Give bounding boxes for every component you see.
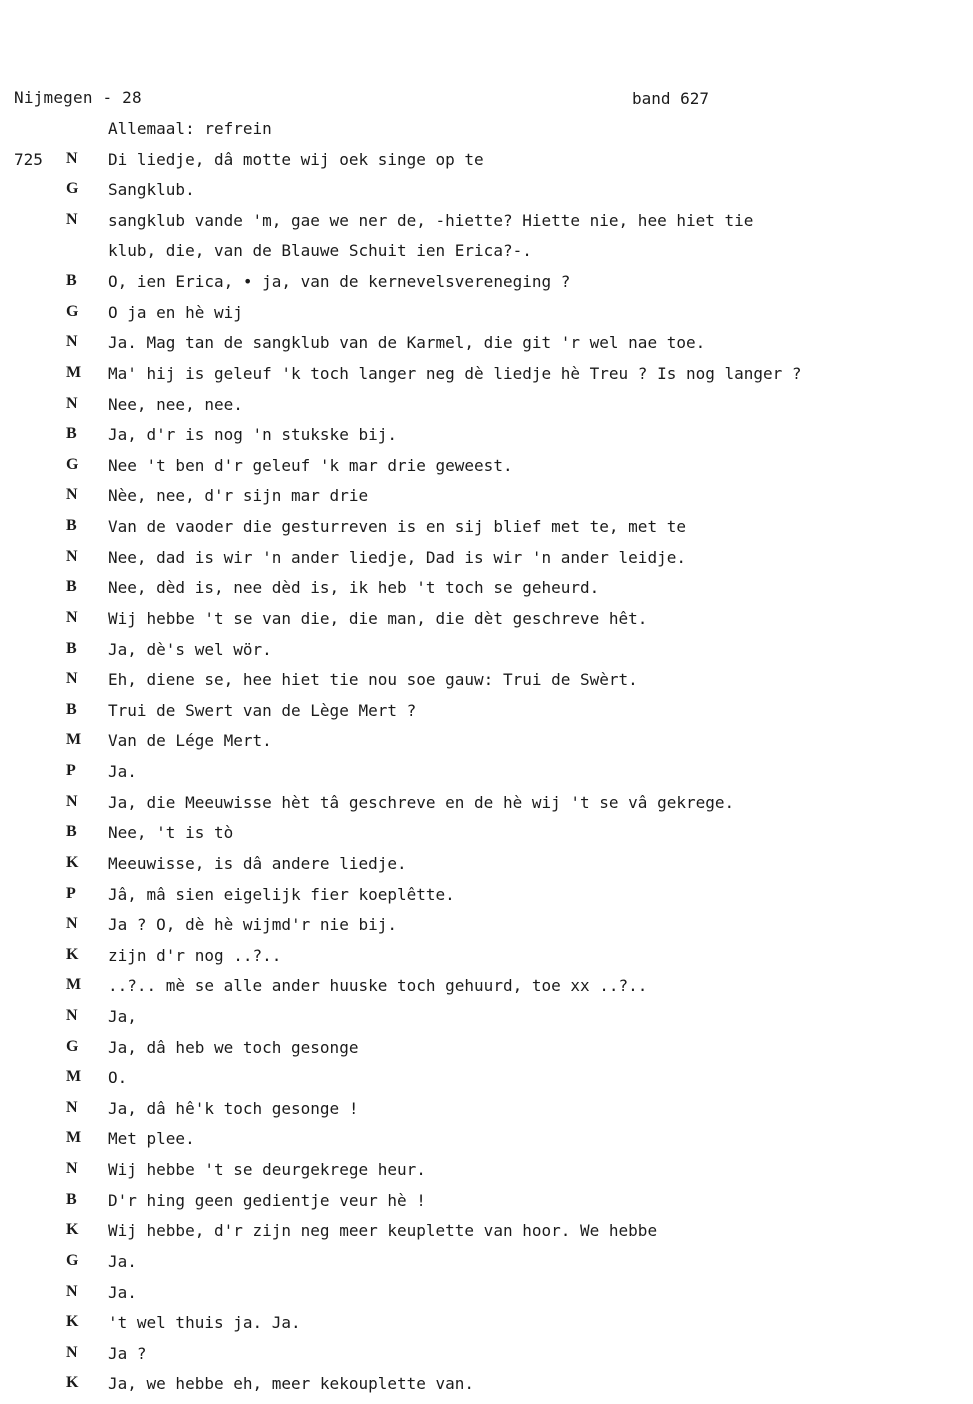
speaker-code: N xyxy=(66,1098,78,1116)
utterance-text: Wij hebbe 't se van die, die man, die dèt geschreve hêt. xyxy=(108,608,648,628)
utterance-text: D'r hing geen gedientje veur hè ! xyxy=(108,1190,426,1210)
speaker-code: M xyxy=(66,731,82,749)
speaker-code: N xyxy=(66,1006,78,1024)
transcript-line xyxy=(0,1344,973,1374)
transcript-line xyxy=(0,1129,973,1159)
transcript-line xyxy=(0,1283,973,1313)
page-header-left: Nijmegen - 28 xyxy=(14,88,142,107)
transcript-line xyxy=(0,609,973,639)
speaker-code: K xyxy=(66,853,79,871)
utterance-text: Nee 't ben d'r geleuf 'k mar drie geweest. xyxy=(108,455,513,475)
utterance-text: zijn d'r nog ..?.. xyxy=(108,945,282,965)
utterance-text: Ja. xyxy=(108,762,137,782)
speaker-code: K xyxy=(66,945,79,963)
speaker-code: N xyxy=(66,210,78,228)
speaker-code: N xyxy=(66,670,78,688)
utterance-text: 't wel thuis ja. Ja. xyxy=(108,1313,301,1333)
utterance-text: Eh, diene se, hee hiet tie nou soe gauw: Trui de Swèrt. xyxy=(108,670,638,690)
utterance-text: Wij hebbe 't se deurgekrege heur. xyxy=(108,1160,426,1180)
transcript-line xyxy=(0,425,973,455)
speaker-code: B xyxy=(66,578,77,596)
transcript-line xyxy=(0,456,973,486)
speaker-code: N xyxy=(66,608,78,626)
transcript-line xyxy=(0,578,973,608)
speaker-code: B xyxy=(66,700,77,718)
utterance-text: Wij hebbe, d'r zijn neg meer keuplette van hoor. We hebbe xyxy=(108,1221,658,1241)
utterance-text: O ja en hè wij xyxy=(108,302,243,322)
utterance-text: klub, die, van de Blauwe Schuit ien Erica?-. xyxy=(108,241,532,261)
transcript-line xyxy=(0,1313,973,1343)
speaker-code: M xyxy=(66,363,82,381)
transcript-line xyxy=(0,1252,973,1282)
utterance-text: ..?.. mè se alle ander huuske toch gehuurd, toe xx ..?.. xyxy=(108,976,648,996)
transcript-line xyxy=(0,915,973,945)
utterance-text: Ja, dâ heb we toch gesonge xyxy=(108,1037,359,1057)
speaker-code: N xyxy=(66,394,78,412)
speaker-code: G xyxy=(66,1037,79,1055)
transcript-line xyxy=(0,640,973,670)
speaker-code: G xyxy=(66,180,79,198)
utterance-text: Ja, we hebbe eh, meer kekouplette van. xyxy=(108,1374,475,1394)
utterance-text: Ja, d'r is nog 'n stukske bij. xyxy=(108,425,397,445)
utterance-text: Ja ? O, dè hè wijmd'r nie bij. xyxy=(108,915,397,935)
transcript-line xyxy=(0,364,973,394)
transcript-line xyxy=(0,946,973,976)
utterance-text: Ja, die Meeuwisse hèt tâ geschreve en de hè wij 't se vâ gekrege. xyxy=(108,792,735,812)
utterance-text: sangklub vande 'm, gae we ner de, -hiette? Hiette nie, hee hiet tie xyxy=(108,210,754,230)
utterance-text: Meeuwisse, is dâ andere liedje. xyxy=(108,853,407,873)
speaker-code: M xyxy=(66,1129,82,1147)
utterance-text: O, ien Erica, • ja, van de kernevelsvereneging ? xyxy=(108,272,571,292)
utterance-text: Ma' hij is geleuf 'k toch langer neg dè liedje hè Treu ? Is nog langer ? xyxy=(108,363,802,383)
utterance-text: Ja. xyxy=(108,1282,137,1302)
transcript-line xyxy=(0,548,973,578)
transcript-line xyxy=(0,333,973,363)
speaker-code: B xyxy=(66,639,77,657)
utterance-text: Ja ? xyxy=(108,1343,147,1363)
utterance-text: Allemaal: refrein xyxy=(108,119,272,138)
transcript-line xyxy=(0,1038,973,1068)
speaker-code: N xyxy=(66,792,78,810)
transcript-line xyxy=(0,1191,973,1221)
speaker-code: G xyxy=(66,302,79,320)
speaker-code: N xyxy=(66,915,78,933)
transcript-line xyxy=(0,272,973,302)
utterance-text: Di liedje, dâ motte wij oek singe op te xyxy=(108,149,484,169)
utterance-text: Nee, 't is tò xyxy=(108,823,234,843)
speaker-code: B xyxy=(66,517,77,535)
transcript-line xyxy=(0,211,973,241)
utterance-text: Met plee. xyxy=(108,1129,195,1149)
page-header-right: band 627 xyxy=(632,89,710,108)
utterance-text: O. xyxy=(108,1068,128,1088)
speaker-code: N xyxy=(66,333,78,351)
transcript-line xyxy=(0,395,973,425)
transcript-line xyxy=(0,701,973,731)
speaker-code: P xyxy=(66,762,76,780)
speaker-code: B xyxy=(66,272,77,290)
speaker-code: N xyxy=(66,1160,78,1178)
speaker-code: B xyxy=(66,425,77,443)
utterance-text: Van de Lége Mert. xyxy=(108,731,272,751)
utterance-text: Ja. xyxy=(108,1251,137,1271)
speaker-code: B xyxy=(66,1190,77,1208)
transcript-line xyxy=(0,731,973,761)
speaker-code: M xyxy=(66,976,82,994)
transcript-line xyxy=(0,1221,973,1251)
utterance-text: Ja, xyxy=(108,1006,137,1026)
speaker-code: K xyxy=(66,1313,79,1331)
line-counter: 725 xyxy=(14,149,43,169)
transcript-line xyxy=(0,241,973,271)
speaker-code: G xyxy=(66,455,79,473)
speaker-code: N xyxy=(66,1343,78,1361)
speaker-code: N xyxy=(66,486,78,504)
speaker-code: B xyxy=(66,823,77,841)
utterance-text: Van de vaoder die gesturreven is en sij blief met te, met te xyxy=(108,517,686,537)
transcript-line xyxy=(0,854,973,884)
transcript-line xyxy=(0,976,973,1006)
transcript-line xyxy=(0,486,973,516)
utterance-text: Trui de Swert van de Lège Mert ? xyxy=(108,700,417,720)
transcript-line xyxy=(0,1068,973,1098)
transcript-line xyxy=(0,793,973,823)
speaker-code: G xyxy=(66,1251,79,1269)
speaker-code: M xyxy=(66,1068,82,1086)
speaker-code: N xyxy=(66,547,78,565)
transcript-line xyxy=(0,180,973,210)
transcript-line xyxy=(0,885,973,915)
transcript-line xyxy=(0,303,973,333)
utterance-text: Sangklub. xyxy=(108,180,195,200)
speaker-code: K xyxy=(66,1374,79,1392)
utterance-text: Jâ, mâ sien eigelijk fier koeplêtte. xyxy=(108,884,455,904)
transcript-line xyxy=(0,150,973,180)
speaker-code: K xyxy=(66,1221,79,1239)
utterance-text: Nee, nee, nee. xyxy=(108,394,243,414)
speaker-code: N xyxy=(66,149,78,167)
transcript-line xyxy=(0,762,973,792)
transcript-line xyxy=(0,1374,973,1404)
transcript-line xyxy=(0,1160,973,1190)
transcript-line xyxy=(0,670,973,700)
utterance-text: Ja, dâ hê'k toch gesonge ! xyxy=(108,1098,359,1118)
transcript-line xyxy=(0,119,973,149)
transcript-line xyxy=(0,1099,973,1129)
utterance-text: Ja. Mag tan de sangklub van de Karmel, die git 'r wel nae toe. xyxy=(108,333,706,353)
transcript-line xyxy=(0,823,973,853)
speaker-code: P xyxy=(66,884,76,902)
transcript-line xyxy=(0,517,973,547)
speaker-code: N xyxy=(66,1282,78,1300)
utterance-text: Ja, dè's wel wör. xyxy=(108,639,272,659)
utterance-text: Nèe, nee, d'r sijn mar drie xyxy=(108,486,369,506)
transcript-line xyxy=(0,1007,973,1037)
utterance-text: Nee, dad is wir 'n ander liedje, Dad is wir 'n ander leidje. xyxy=(108,547,686,567)
utterance-text: Nee, dèd is, nee dèd is, ik heb 't toch se geheurd. xyxy=(108,578,600,598)
